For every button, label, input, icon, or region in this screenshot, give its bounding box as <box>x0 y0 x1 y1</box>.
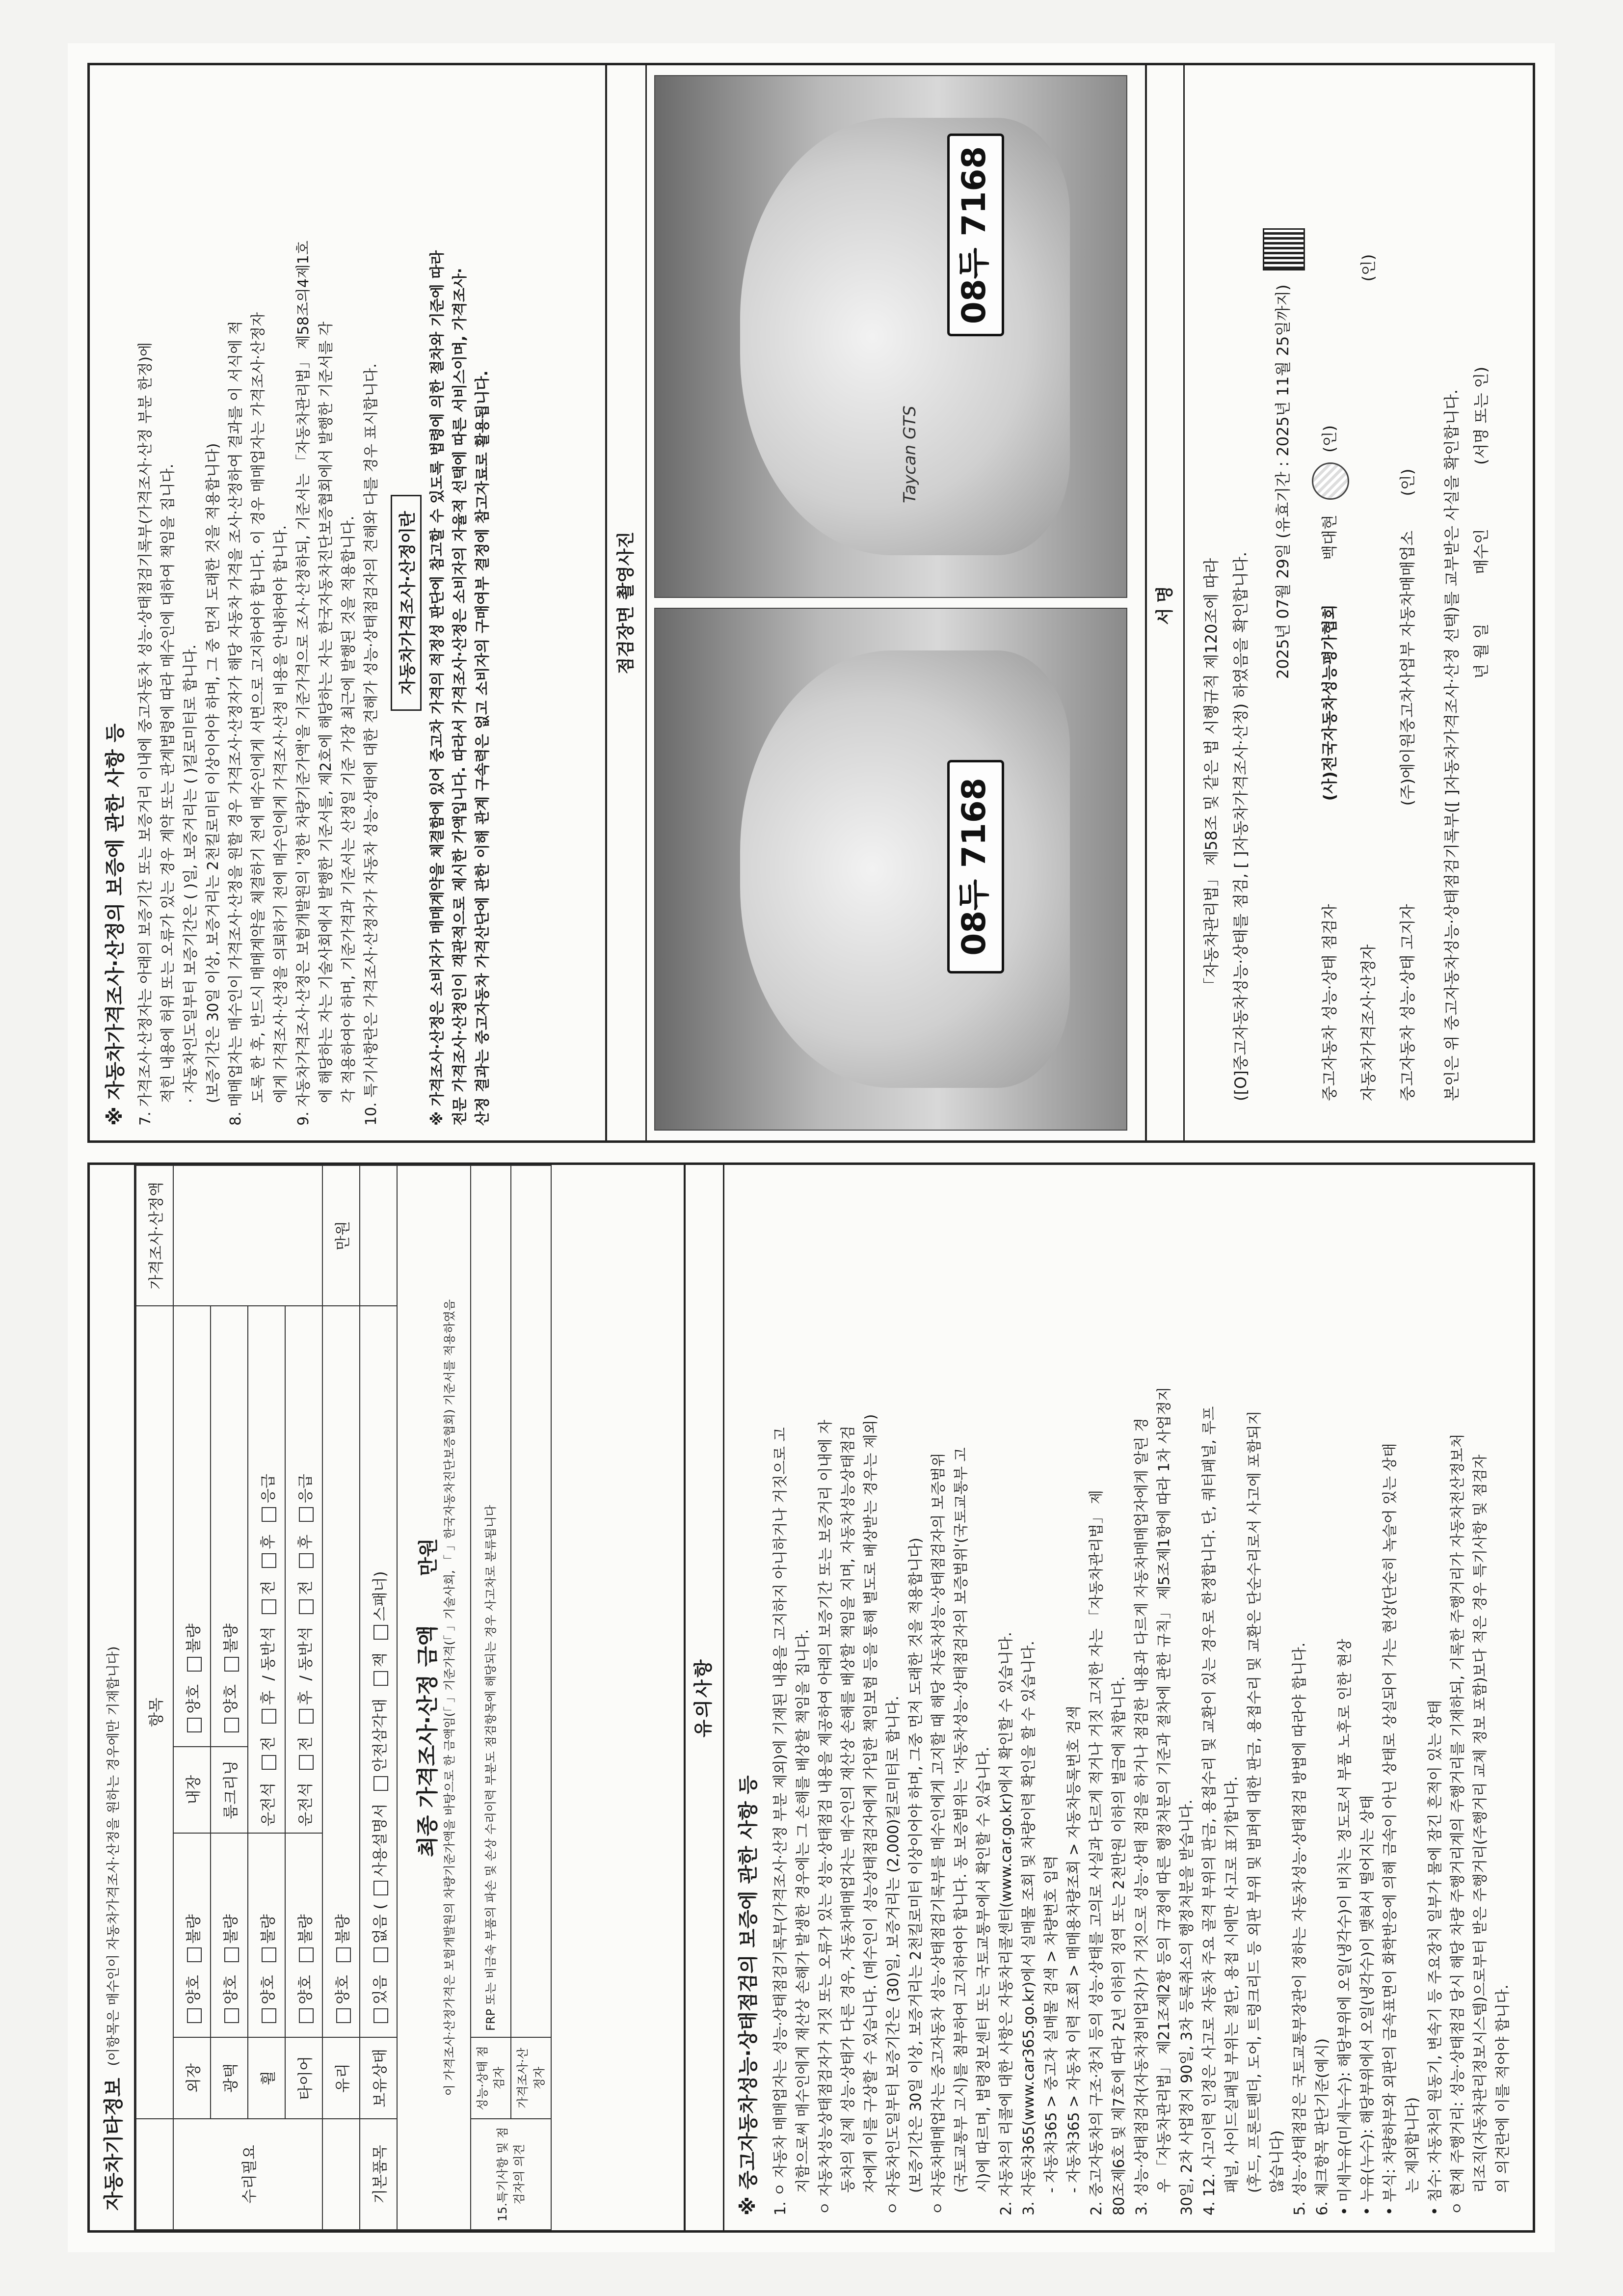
special-label: 15.특기사항 및 점검자의 의견 <box>471 2119 551 2230</box>
bad-label: 불량 <box>296 1914 315 1944</box>
warranty-line: · 자동차인도일부터 보증기간은 ( )일, 보증거리는 ( )킬로미터로 합니다. <box>182 644 199 1103</box>
spanner-label: 스패너 <box>371 1577 389 1621</box>
caution-body <box>733 1180 1523 2215</box>
emergency-label: 응급 <box>259 1474 277 1503</box>
gloss-label: 광택 <box>211 2037 248 2119</box>
caution-line: 시)에 따르며, 법령정보센터 또는 국토교통부에서 확인할 수 있습니다. <box>975 1747 992 2193</box>
blank-cell <box>136 2119 173 2230</box>
exterior-label: 외장 <box>173 2037 211 2119</box>
triangle-label: 안전삼각대 <box>371 1699 389 1772</box>
gloss-bad-checkbox[interactable] <box>224 1947 239 1962</box>
passenger-label: 동반석 <box>296 1626 315 1671</box>
rear-label: 후 <box>259 1690 277 1705</box>
driver-label: 운전석 <box>296 1782 315 1827</box>
law-line: 「자동차관리법」 제58조 및 같은 법 시행규칙 제120조에 따라 <box>1202 558 1221 993</box>
warranty-line: 각 적용하여야 하며, 기준가격과 기준서는 산정일 기준 가장 최근에 발행된 것을 적용합니다. <box>340 515 357 1103</box>
caution-line: (국토교통부 고시)를 첨부하여 고지하여야 합니다. 동 보증범위는 '자동차성능·상태점검자의 보증범위'(국토교통부 고 <box>953 1447 970 2193</box>
caution-lines <box>770 1180 1515 2215</box>
warranty-line: (보증기간은 30일 이상, 보증거리는 2천킬로미터 이상이어야 하며, 그 중 먼저 도래한 것을 적용합니다) <box>205 443 222 1103</box>
tire-bad-checkbox[interactable] <box>299 1947 314 1962</box>
good-label: 양호 <box>296 1975 315 2004</box>
caution-line: 동차의 실제 성능·상태가 다른 경우, 자동차매매업자는 매수인의 재산상 손해를 배상할 책임을 지며, 자동차성능상태점검 <box>840 1425 857 2193</box>
price-def-line: ※ 가격조사·산정은 소비자가 매매계약을 체결함에 있어 중고차 가격의 적정성 판단에 참고할 수 있도록 법령에 의한 절차와 기준에 따라 <box>429 250 446 1126</box>
caution-line: 2. 중고자동차의 구조·장치 등의 성능·상태를 고의로 사실과 다르게 적거나 거짓 고지한 자는 「자동차관리법」 제 <box>1088 1490 1105 2215</box>
caution-line: ㅇ 자동차인도일부터 보증기간은 (30)일, 보증거리는 (2,000)킬로미터로 합니다. <box>885 1696 902 2215</box>
perf-inspector-label: 중고자동차 성능·상태 점검자 <box>1320 904 1339 1101</box>
tire-good-checkbox[interactable] <box>299 2008 314 2023</box>
price-def-box-lines <box>426 80 494 1126</box>
caution-line: 6. 체크항목 판단기준(예시) <box>1314 2038 1331 2215</box>
caution-line: 는 제외합니다) <box>1404 2097 1421 2193</box>
signature-header: 서명 <box>1145 65 1185 1140</box>
glass-good-checkbox[interactable] <box>336 2008 351 2023</box>
caution-line: - 자동차365 > 중고차 실매물 검색 > 차량번호 입력 <box>1043 1855 1060 2193</box>
room-bad-checkbox[interactable] <box>224 1657 239 1672</box>
exterior-options <box>173 1833 211 2037</box>
caution-line: 1. ㅇ 자동차 매매업자는 성능·상태점검기록부(가격조사·산정 부분 제외)에 기재된 내용을 고지하지 아니하거나 거짓으로 고 <box>772 1427 789 2215</box>
warranty-line: 9. 자동차가격조사·산정은 보험개발원의 '정한 차량기준가액'을 기준가격으로 조사·산정하되, 기준서는 「자동차관리법」 제58조의4제1호 <box>295 241 312 1126</box>
caution-line: 2. 자동차의 리콜에 대한 사항은 자동차리콜센터(www.car.go.kr)에서 확인할 수 있습니다. <box>998 1632 1015 2215</box>
blank-cell <box>322 2119 360 2230</box>
caution-line: 우 「자동차관리법」 제21조제2항 등의 규정에 따른 행정처분의 기준과 절차에 관한 규칙」 제5조제1항에 따라 1차 사업정지 <box>1156 1386 1173 2193</box>
hold-status-options: 있음 없음 (사용설명서 안전삼각대 잭 스패너) <box>360 1306 397 2037</box>
interior-bad-checkbox[interactable] <box>187 1657 202 1672</box>
price-label: 자동차가격조사·산정자 <box>1359 944 1378 1101</box>
tire-passenger-front-checkbox[interactable] <box>299 1599 314 1614</box>
left-panel <box>87 1162 1535 2233</box>
manual-label: 사용설명서 <box>371 1803 389 1877</box>
seal-mark: (인) <box>1320 425 1339 453</box>
gloss-good-checkbox[interactable] <box>224 2008 239 2023</box>
warranty-line: 에게 가격조사·산정을 의뢰하기 전에 매수인에게 가격조사·산정 비용을 안내하여야 합니다. <box>272 525 290 1103</box>
col-price: 가격조사·산정액 <box>136 1165 173 1306</box>
interior-good-checkbox[interactable] <box>187 1718 202 1732</box>
other-info-title: 자동차기타정보 <box>102 2078 125 2211</box>
warranty-line: 도록 한 후, 반드시 매매계약을 체결하기 전에 매수인에게 서면으로 고지하여야 합니다. 이 경우 매매업자는 가격조사·산정자 <box>250 312 267 1103</box>
rear-label: 후 <box>296 1690 315 1705</box>
none-checkbox[interactable] <box>373 1947 388 1962</box>
other-info-section <box>90 1165 686 2230</box>
caution-title: ※ 중고자동차성능·상태점검의 보증에 관한 사항 등 <box>737 1775 760 2215</box>
room-clean-options <box>211 1306 248 1747</box>
caution-line: • 침수: 자동차의 원동기, 변속기 등 주요장치 일부가 물에 잠긴 흔적이 있는 상태 <box>1427 1700 1444 2215</box>
sign-date-text: 2025년 07월 29일 (유효기간 : 2025년 11월 25일까지) <box>1274 284 1292 679</box>
caution-line: ㅇ 자동차매매업자는 중고자동차 성능·상태점검기록부를 매수인에게 고지할 때 해당 자동차성능·상태점검자의 보증범위 <box>930 1453 947 2215</box>
frp-note: FRP 또는 비금속 부품의 파손 및 손상 수리이력 부분도 점검항목에 해당되는 경우 사고차로 분류됩니다 <box>471 1165 511 2037</box>
exterior-bad-checkbox[interactable] <box>187 1947 202 1962</box>
tire-position-options: 운전석 전 후 / 동반석 전 후 응급 <box>285 1306 322 1833</box>
caution-line: 패널, 사이드실패널 부위는 절단, 용접 시에만 사고로 표기합니다. <box>1224 1776 1241 2193</box>
front-label: 전 <box>296 1580 315 1595</box>
bad-label: 불량 <box>222 1623 240 1653</box>
col-item: 항목 <box>136 1306 173 2119</box>
caution-line: • 부식: 차량하부와 외판의 금속표면이 화학반응에 의해 금속이 아닌 상태로 상실되어 가는 현상(단순히 녹슬어 있는 상태 <box>1382 1443 1399 2215</box>
caution-line: 리조직(자동차관리정보시스템)으로부터 받은 주행거리(주행거리 교체 정보 포함)보다 적은 경우 특기사항 및 점검자 <box>1472 1454 1489 2193</box>
good-label: 양호 <box>185 1975 203 2004</box>
passenger-rear-checkbox[interactable] <box>262 1553 276 1568</box>
confirm-line: 본인은 위 중고자동차성능·상태점검기록부([ ]자동차가격조사·산정 선택)를 교부받은 사실을 확인합니다. <box>1442 389 1461 1101</box>
final-cost-cell <box>397 1165 471 2230</box>
triangle-checkbox[interactable] <box>373 1776 388 1791</box>
notify-name: (주)에이원중고차사업부 자동차매매업소 <box>1398 530 1417 806</box>
other-info-subtitle: (이항목은 매수인이 자동차가격조사·산정을 원하는 경우에만 기재합니다) <box>106 1646 121 2066</box>
wheel-position-options: 운전석 전 후 / 동반석 전 후 응급 <box>248 1306 285 1833</box>
other-info-title-row <box>90 1165 135 2230</box>
tire-emergency-checkbox[interactable] <box>299 1507 314 1522</box>
front-photo <box>654 608 1127 1131</box>
notify-row <box>1395 469 1418 1101</box>
good-label: 양호 <box>222 1684 240 1714</box>
emergency-label: 응급 <box>296 1474 315 1503</box>
seal-stamp-icon <box>1312 462 1349 500</box>
price-checker-label: 가격조사·산정자 <box>511 2037 551 2119</box>
right-panel <box>87 63 1535 1143</box>
driver-rear-checkbox[interactable] <box>262 1709 276 1724</box>
bad-label: 불량 <box>259 1914 277 1944</box>
perf-inspector-name: (사)전국자동차성능평가협회 <box>1320 604 1339 801</box>
row-repair: 수리필요 <box>173 2119 322 2230</box>
jack-label: 잭 <box>371 1652 389 1668</box>
caution-line: ㅇ 자동차성능상태점검자가 거짓 또는 오류가 있는 성능·상태점검 내용을 제공하여 아래의 보증기간 또는 보증거리 이내에 자 <box>817 1419 834 2215</box>
qr-code-icon <box>1263 228 1305 270</box>
tire-passenger-rear-checkbox[interactable] <box>299 1553 314 1568</box>
price-def-box-title-wrap <box>391 80 422 1126</box>
spanner-checkbox[interactable] <box>373 1625 388 1640</box>
caution-line: 자에게 이를 구상할 수 있습니다. (매수인이 성능상태점검자에게 가입한 책임보험 등을 통해 별도로 배상받는 경우는 제외) <box>862 1414 879 2193</box>
caution-line: ㅇ 현재 주행거리: 성능·상태점검 당시 해당 차량 주행거리계의 주행거리를 기재하되, 기록한 주행거리가 자동차전산정보처 <box>1449 1433 1466 2215</box>
sign-date <box>1263 228 1305 679</box>
signature-body <box>1189 85 1523 1121</box>
caution-line: • 누유(누수): 해당부위에서 오일(냉각수)이 맺혀서 떨어지는 상태 <box>1359 1795 1376 2215</box>
caution-line: (후드, 프론트펜더, 도어, 트렁크리드 등 외판 부위 및 범퍼에 대한 판금, 용접수리 및 교환은 단순수리로서 사고에 포함되지 <box>1246 1410 1263 2193</box>
tire-options <box>285 1833 322 2037</box>
price-def-line: 전문 가격조사·산정인이 객관적으로 제시한 가액입니다. 따라서 가격조사·산정은 소비자의 자율적 선택에 따른 서비스이며, 가격조사· <box>452 268 469 1126</box>
perf-inspector-person: 백대현 <box>1320 514 1339 560</box>
rear-photo <box>654 75 1127 598</box>
interior-options <box>173 1306 211 1747</box>
caution-line: - 자동차365 > 자동차 이력 조회 > 매매용차량조회 > 자동차등록번호 검색 <box>1065 1705 1083 2193</box>
car-front-shape <box>740 650 1070 1088</box>
price-unit: 만원 <box>322 1165 360 1306</box>
warranty-line: 적힌 내용에 허위 또는 오류가 있는 경우 계약 또는 관계법령에 따라 매수인에 대하여 책임을 집니다. <box>160 463 177 1103</box>
bad-label: 불량 <box>334 1914 352 1944</box>
price-seal-mark: (인) <box>1359 254 1378 282</box>
good-label: 양호 <box>259 1975 277 2004</box>
wheel-options <box>248 1833 285 2037</box>
rear-label: 후 <box>259 1534 277 1549</box>
final-cost-title: 최종 가격조사·산정 금액 <box>415 1625 440 1857</box>
manual-checkbox[interactable] <box>373 1881 388 1895</box>
tire-driver-rear-checkbox[interactable] <box>299 1709 314 1724</box>
yes-label: 있음 <box>371 1975 389 2004</box>
jack-checkbox[interactable] <box>373 1671 388 1686</box>
has-checkbox[interactable] <box>373 2008 388 2023</box>
photo-header: 점검장면 촬영사진 <box>605 65 647 1140</box>
good-label: 양호 <box>185 1684 203 1714</box>
photo-row <box>645 65 1136 1140</box>
rear-label: 후 <box>296 1534 315 1549</box>
warranty-line: 10. 특기사항란은 가격조사·산정자가 자동차 성능·상태에 대한 견해가 성능·상태점검자의 견해와 다를 경우 표시합니다. <box>363 363 380 1126</box>
no-label: 없음 <box>371 1914 389 1944</box>
price-checker-opinion <box>511 1165 551 2037</box>
warranty-lines <box>134 80 383 1126</box>
other-info-table <box>135 1165 552 2230</box>
warranty-line: 8. 매매업자는 매수인이 가격조사·산정을 원할 경우 가격조사·산정자가 해당 자동차 가격을 조사·산정하여 결과를 이 서식에 적 <box>227 321 244 1126</box>
caution-line: 4. 12. 사고이력 인정은 사고로 자동차 주요 골격 부위의 판금, 용접수리 및 교환이 있는 경우로 한정합니다. 단, 쿼터패널, 루프 <box>1201 1406 1218 2215</box>
check-line: ([O]중고자동차성능·상태를 점검, [ ]자동차가격조사·산정) 하였음을 확인합니다. <box>1231 551 1250 1101</box>
wheel-good-checkbox[interactable] <box>262 2008 276 2023</box>
gloss-options <box>211 1833 248 2037</box>
front-label: 전 <box>259 1580 277 1595</box>
caution-line: 80조제6호 및 제7호에 따라 2년 이하의 징역 또는 2천만원 이하의 벌금에 처합니다. <box>1111 1676 1128 2215</box>
confirm-date-blank: 년 월 일 <box>1472 623 1490 679</box>
price-row <box>1356 254 1379 1101</box>
caution-line: 의 의견란에 이를 적어야 합니다. <box>1494 1984 1512 2193</box>
passenger-front-checkbox[interactable] <box>262 1599 276 1614</box>
room-clean-label: 룸크리닝 <box>211 1747 248 1833</box>
good-label: 양호 <box>222 1975 240 2004</box>
price-def-line: 산정 결과는 중고자동차 가격산단에 관한 이해 관계 구속력은 없고 소비자의 구매여부 결정에 참고자료로 활용됩니다. <box>474 370 491 1126</box>
wheel-emergency-checkbox[interactable] <box>262 1507 276 1522</box>
perf-checker-label: 성능·상태 점검자 <box>471 2037 511 2119</box>
final-cost-note: 이 가격조사·산정가격은 보험개발원의 차량기준가액을 바탕으로 한 금액임(「 」기준가격(「 」기술사회, 「 」한국자동차진단보증협회) 기준서를 적용하였음 <box>443 1299 456 2096</box>
front-label: 전 <box>296 1736 315 1752</box>
rear-license-plate: 08두 7168 <box>947 134 1004 336</box>
warranty-title: ※ 자동차가격조사·산정의 보증에 관한 사항 등 <box>104 723 127 1126</box>
passenger-label: 동반석 <box>259 1626 277 1671</box>
glass-bad-checkbox[interactable] <box>336 1947 351 1962</box>
tire-label: 타이어 <box>285 2037 322 2119</box>
bad-label: 불량 <box>222 1914 240 1944</box>
price-def-box-title: 자동차가격조사·산정이란 <box>391 495 422 711</box>
glass-options <box>322 1306 360 2037</box>
notify-seal-mark: (인) <box>1398 468 1417 496</box>
caution-line: 3. 성능·상태점검자(자동차정비업자)가 거짓으로 성능·상태 점검을 하거나 점검한 내용과 다르게 자동차매매업자에게 알린 경 <box>1133 1418 1150 2215</box>
rear-badge: Taycan GTS <box>900 405 920 504</box>
good-label: 양호 <box>334 1975 352 2004</box>
tire-driver-front-checkbox[interactable] <box>299 1755 314 1770</box>
repair-price-cell <box>173 1165 322 1306</box>
room-good-checkbox[interactable] <box>224 1718 239 1732</box>
exterior-good-checkbox[interactable] <box>187 2008 202 2023</box>
confirm-date-row <box>1469 367 1491 679</box>
hold-status-label: 보유상태 <box>360 2037 397 2119</box>
driver-label: 운전석 <box>259 1782 277 1827</box>
bad-label: 불량 <box>185 1914 203 1944</box>
interior-label: 내장 <box>173 1747 211 1833</box>
caution-line: 30일, 2차 사업정지 90일, 3차 등록취소의 행정처분을 받습니다. <box>1178 1799 1196 2215</box>
perf-inspector-row <box>1312 425 1349 1101</box>
warranty-section <box>100 80 595 1126</box>
final-cost-unit: 만원 <box>417 1538 440 1576</box>
bad-label: 불량 <box>185 1623 203 1653</box>
caution-line: 지함으로써 매수인에게 재산상 손해가 발생한 경우에는 그 손해를 배상할 책임을 집니다. <box>795 1629 812 2193</box>
caution-line: 5. 성능·상태점검은 국토교통부장관이 정하는 자동차성능·상태점검 방법에 따라야 합니다. <box>1291 1642 1308 2215</box>
warranty-line: 에 해당하는 자는 기술사회에서 발행한 기준서를, 제2호에 해당하는 자는 한국자동차진단보증협회에서 발행한 기준서를 각 <box>318 321 335 1103</box>
driver-front-checkbox[interactable] <box>262 1755 276 1770</box>
row-basic: 기본품목 <box>360 2119 397 2230</box>
front-license-plate: 08두 7168 <box>947 760 1004 973</box>
caution-line: (보증기간은 30일 이상, 보증거리는 2천킬로미터 이상이어야 하며, 그중 먼저 도래한 것을 적용합니다) <box>907 1538 925 2193</box>
caution-line: • 미세누유(미세누수): 해당부위에 오일(냉각수)이 비치는 정도로서 부품 노후로 인한 현상 <box>1336 1639 1354 2215</box>
glass-label: 유리 <box>322 2037 360 2119</box>
wheel-bad-checkbox[interactable] <box>262 1947 276 1962</box>
buyer-label: 매수인 <box>1472 528 1490 574</box>
blank-cell <box>360 1165 397 1306</box>
front-label: 전 <box>259 1736 277 1752</box>
caution-line: 3. 자동차365(www.car365.go.kr)에서 실매물 조회 및 차량이력 확인을 할 수 있습니다. <box>1020 1641 1038 2215</box>
warranty-line: 7. 가격조사·산정자는 아래의 보증기간 또는 보증거리 이내에 중고자동차 성능·상태점검기록부(가격조사·산정 부분 한정)에 <box>137 342 154 1126</box>
wheel-label: 휠 <box>248 2037 285 2119</box>
caution-header: 유의사항 <box>684 1165 724 2230</box>
notify-label: 중고자동차 성능·상태 고지자 <box>1398 904 1417 1101</box>
rotated-sheet <box>68 43 1555 2252</box>
buyer-sign: (서명 또는 인) <box>1472 366 1490 465</box>
caution-line: 않습니다) <box>1269 2130 1286 2193</box>
